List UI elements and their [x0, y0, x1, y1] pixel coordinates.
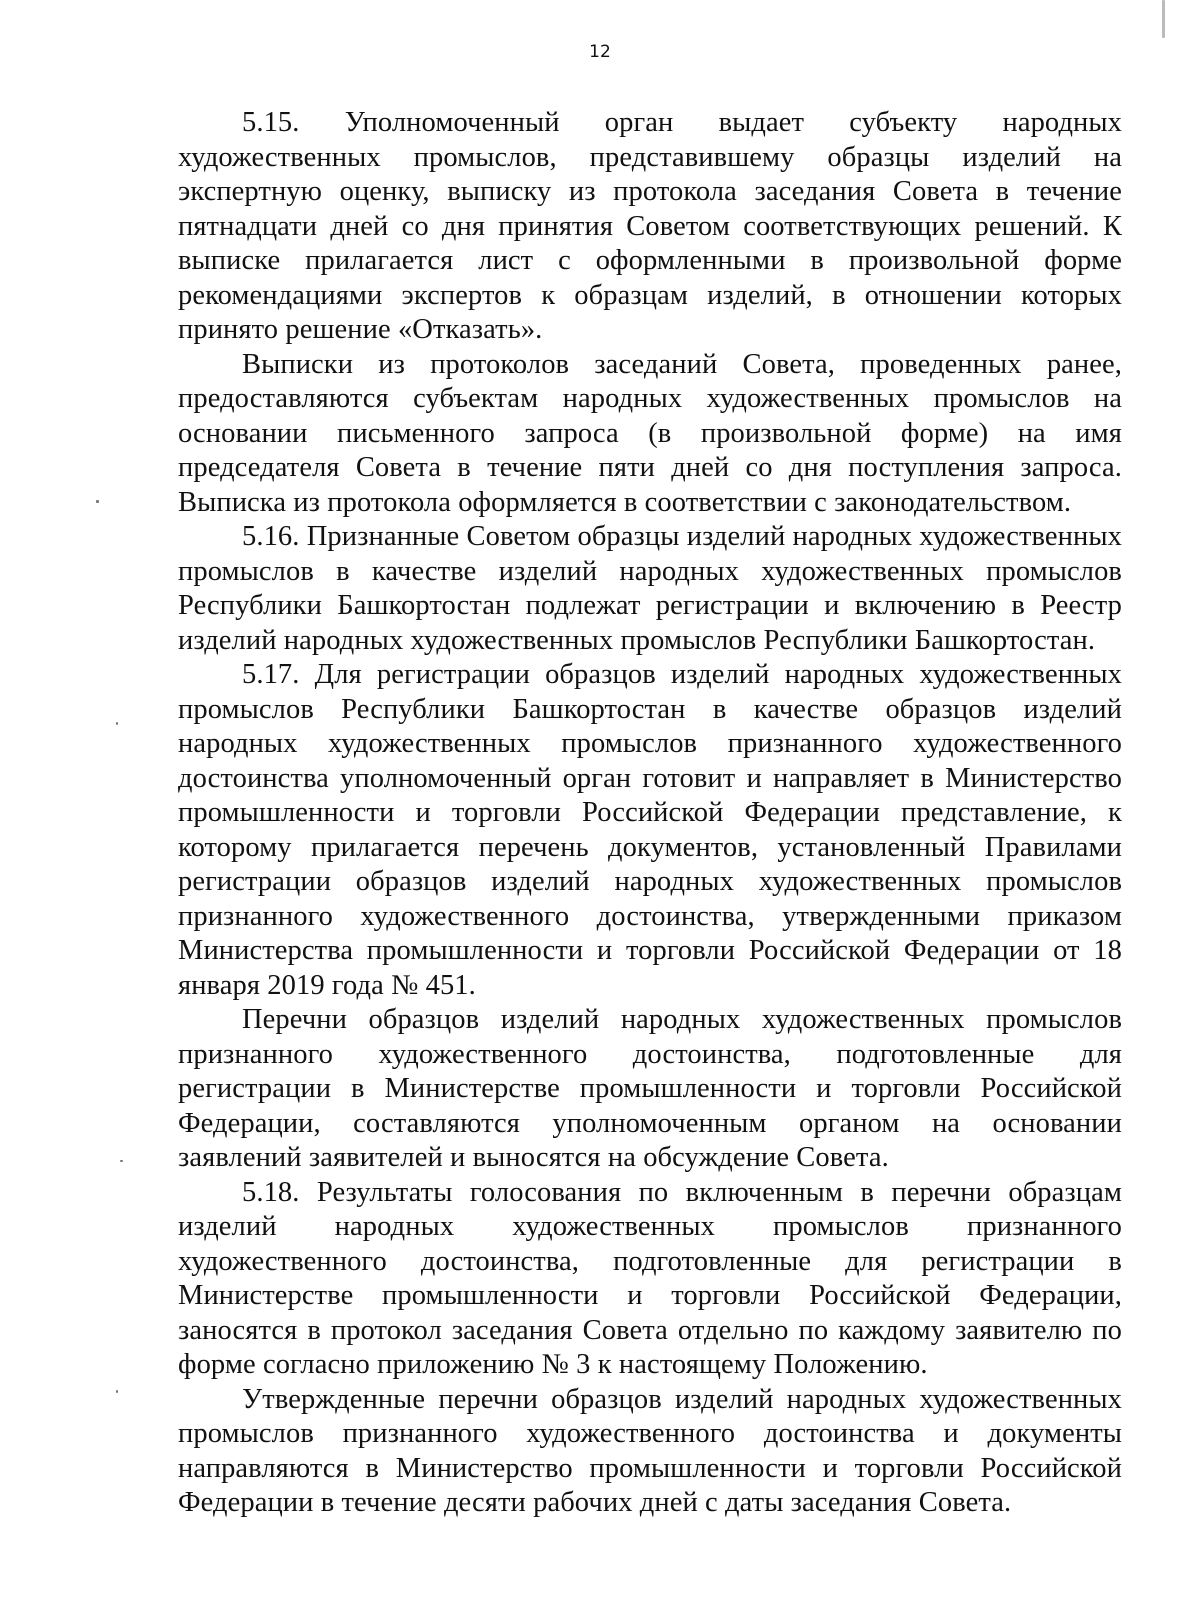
document-body: [178, 106, 1122, 1521]
paragraph-lists: Перечни образцов изделий народных художественных промыслов признанного художественного достоинства, подготовленные для регистрации в Министерстве промышленности и торговли Российской Федерации, составляются уполномоченным органом на основании заявлений заявителей и выносятся на обсуждение Совета.: [178, 1004, 1122, 1173]
scan-speck: [120, 1160, 123, 1162]
paragraph-5-15: 5.15. Уполномоченный орган выдает субъекту народных художественных промыслов, представившему образцы изделий на экспертную оценку, выписку из протокола заседания Совета в течение пятнадцати дней со дня принятия Советом соответствующих решений. К выписке прилагается лист с оформленными в произвольной форме рекомендациями экспертов к образцам изделий, в отношении которых принято решение «Отказать».: [178, 107, 1122, 345]
scan-speck: [116, 722, 118, 725]
paragraph-5-18: 5.18. Результаты голосования по включенным в перечни образцам изделий народных художественных промыслов признанного художественного достоинства, подготовленные для регистрации в Министерстве промышленности и торговли Российской Федерации, заносятся в протокол заседания Совета отдельно по каждому заявителю по форме согласно приложению № 3 к настоящему Положению.: [178, 1176, 1122, 1380]
scan-speck: [1162, 0, 1165, 38]
scan-speck: [96, 500, 99, 503]
paragraph-5-16: 5.16. Признанные Советом образцы изделий народных художественных промыслов в качестве изделий народных художественных промыслов Республики Башкортостан подлежат регистрации и включению в Реестр изделий народных художественных промыслов Республики Башкортостан.: [178, 521, 1122, 656]
scan-speck: [116, 1390, 118, 1393]
paragraph-extracts: Выписки из протоколов заседаний Совета, проведенных ранее, предоставляются субъектам народных художественных промыслов на основании письменного запроса (в произвольной форме) на имя председателя Совета в течение пяти дней со дня поступления запроса. Выписка из протокола оформляется в соответствии с законодательством.: [178, 348, 1122, 518]
paragraph-approved-lists: Утвержденные перечни образцов изделий народных художественных промыслов признанного художественного достоинства и документы направляются в Министерство промышленности и торговли Российской Федерации в течение десяти рабочих дней с даты заседания Совета.: [178, 1383, 1122, 1518]
page-number: 12: [589, 42, 611, 62]
paragraph-5-17: 5.17. Для регистрации образцов изделий народных художественных промыслов Республики Башкортостан в качестве образцов изделий народных художественных промыслов признанного художественного достоинства уполномоченный орган готовит и направляет в Министерство промышленности и торговли Российской Федерации представление, к которому прилагается перечень документов, установленный Правилами регистрации образцов изделий народных художественных промыслов признанного художественного достоинства, утвержденными приказом Министерства промышленности и торговли Российской Федерации от 18 января 2019 года № 451.: [178, 659, 1122, 1001]
